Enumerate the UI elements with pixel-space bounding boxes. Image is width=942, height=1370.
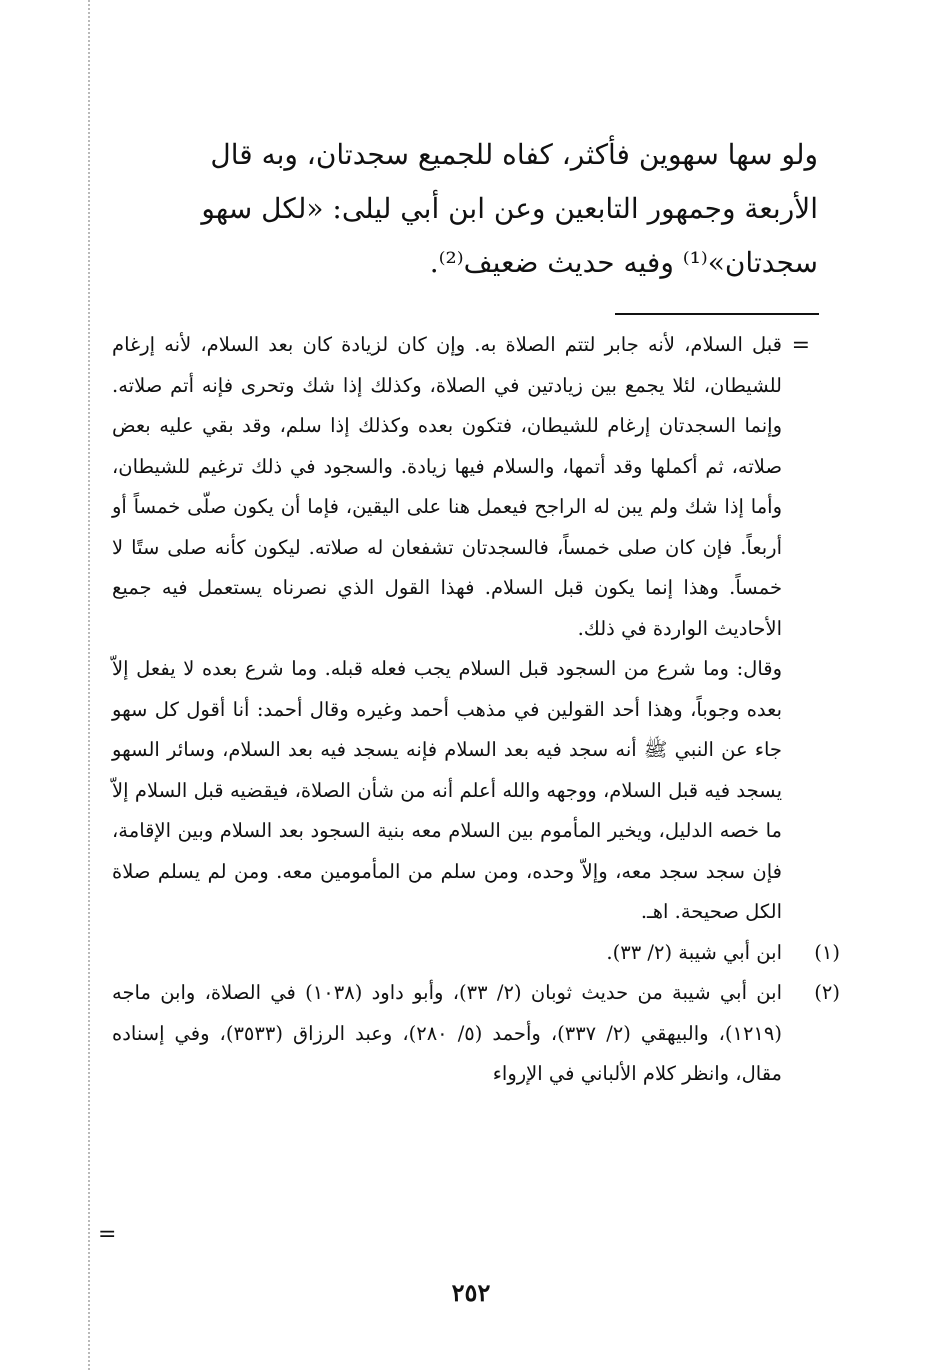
- footnote-1-text: ابن أبي شيبة (٢/ ٣٣).: [606, 940, 782, 964]
- footnote-continuation-paragraph-2: وقال: وما شرع من السجود قبل السلام يجب فعله قبله. وما شرع بعده لا يفعل إلاّ بعده وجوباً، وهذا أحد القولين في مذهب أحمد وغيره وقال أحمد: أنا أقول كل سهو جاء عن النبي ﷺ أنه سجد فيه بعد السلام فإنه يسجد فيه بعد السلام، وسائر السهو يسجد فيه قبل السلام، ووجهه والله أعلم أنه من شأن الصلاة، فيقضيه قبل السلام إلاّ ما خصه الدليل، ويخير المأموم بين السلام معه بنية السجود بعد السلام وبين الإقامة، فإن سجد سجد معه، وإلاّ وحده، ومن سلم من المأمومين معه. ومن لم يسلم صلاة الكل صحيحة. اهـ.: [112, 657, 782, 923]
- footnotes-area: [112, 325, 840, 1095]
- page-number: ٢٥٢: [451, 1278, 491, 1307]
- footnote-2-text: ابن أبي شيبة من حديث ثوبان (٢/ ٣٣)، وأبو داود (١٠٣٨) في الصلاة، وابن ماجه (١٢١٩)، والبيهقي (٢/ ٣٣٧)، وأحمد (٥/ ٢٨٠)، وعبد الرزاق (٣٥٣٣)، وفي إسناده مقال، وانظر كلام الألباني في الإرواء: [112, 981, 782, 1085]
- main-text-line-3: سجدتان»⁽¹⁾ وفيه حديث ضعيف⁽²⁾.: [429, 246, 818, 279]
- main-text: [112, 128, 818, 290]
- binding-margin-dots: [88, 0, 90, 1370]
- main-text-line-1: ولو سها سهوين فأكثر، كفاه للجميع سجدتان، وبه قال: [210, 138, 818, 171]
- main-text-line-2: الأربعة وجمهور التابعين وعن ابن أبي ليلى: «لكل سهو: [201, 192, 818, 225]
- footnote-continuation-marker: =: [791, 333, 810, 358]
- footnote-2-number: (٢): [814, 981, 840, 1004]
- footnote-2: [112, 973, 840, 1095]
- footnote-end-continuation-marker: =: [98, 1222, 117, 1247]
- footnote-continuation-paragraph-1: قبل السلام، لأنه جابر لتتم الصلاة به. وإن كان لزيادة كان بعد السلام، لأنه إرغام للشيطان، لئلا يجمع بين زيادتين في الصلاة، وكذلك إذا شك وتحرى فإنه أتم صلاته. وإنما السجدتان إرغام للشيطان، فتكون بعده وكذلك إذا سلم، وقد بقي عليه بعض صلاته، ثم أكملها وقد أتمها، والسلام فيها زيادة. والسجود في ذلك ترغيم للشيطان، وأما إذا شك ولم يبن له الراجح فيعمل هنا على اليقين، فإما أن يكون صلّى خمساً أو أربعاً. فإن كان صلى خمساً، فالسجدتان تشفعان له صلاته. ليكون كأنه صلى ستًا لا خمساً. وهذا إنما يكون قبل السلام. فهذا القول الذي نصرناه يستعمل فيه جميع الأحاديث الواردة في ذلك.: [112, 333, 782, 640]
- footnote-1-number: (١): [814, 940, 840, 964]
- footnote-1: [112, 933, 840, 974]
- footnote-separator-rule: [615, 313, 819, 315]
